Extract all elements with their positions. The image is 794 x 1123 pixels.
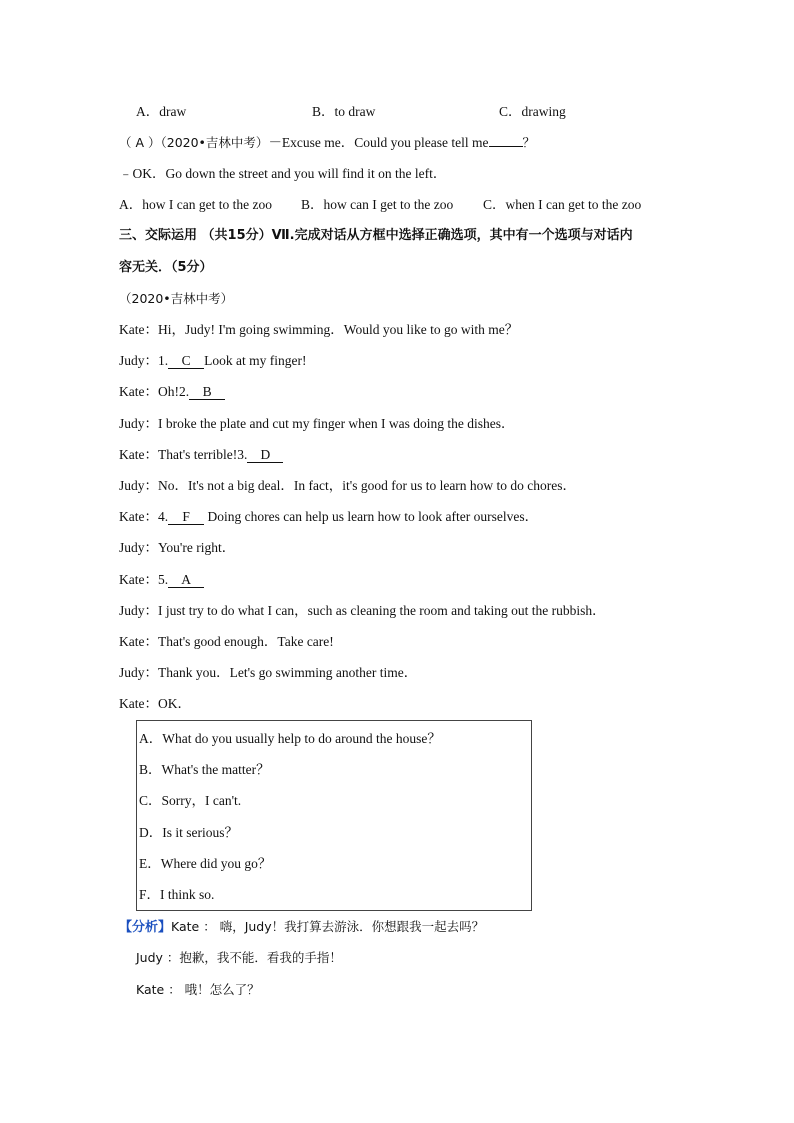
dialogue-line bbox=[119, 571, 204, 589]
dialogue-line bbox=[119, 352, 307, 370]
analysis-line: Judy ：抱歉，我不能．看我的手指！ bbox=[136, 950, 342, 965]
dialogue-line bbox=[119, 539, 235, 557]
dialogue-line bbox=[119, 695, 191, 713]
option-a: A．how I can get to the zoo bbox=[119, 197, 272, 212]
answer-blank: B bbox=[189, 384, 225, 400]
answer-blank: A bbox=[168, 572, 204, 588]
dialogue-text: Judy：Thank you．Let's go swimming another time． bbox=[119, 665, 418, 680]
dialogue-text: Kate：5. bbox=[119, 572, 169, 587]
box-option: D．Is it serious？ bbox=[139, 825, 238, 840]
answer-blank: D bbox=[247, 447, 283, 463]
question-end: ？ bbox=[522, 135, 536, 150]
dialogue-line bbox=[119, 664, 417, 682]
dialogue-line bbox=[119, 383, 225, 401]
answer-blank: F bbox=[168, 509, 204, 525]
dialogue-text: Kate：Oh!2. bbox=[119, 384, 190, 399]
dialogue-line bbox=[119, 633, 334, 651]
dialogue-line bbox=[119, 477, 576, 495]
dialogue-text: Kate：4. bbox=[119, 509, 169, 524]
box-option: B．What's the matter？ bbox=[139, 762, 270, 777]
box-option: F．I think so. bbox=[139, 887, 215, 902]
dialogue-text: Kate：Hi，Judy! I'm going swimming．Would you like to go with me？ bbox=[119, 322, 519, 337]
dialogue-text: Judy：I broke the plate and cut my finger when I was doing the dishes． bbox=[119, 416, 515, 431]
analysis-line: Kate ： 哦！怎么了？ bbox=[136, 982, 260, 997]
box-option: A．What do you usually help to do around the house？ bbox=[139, 731, 441, 746]
dialogue-line bbox=[119, 446, 283, 464]
question-line bbox=[119, 134, 535, 152]
box-option: C．Sorry，I can't. bbox=[139, 793, 242, 808]
dialogue-text: Judy：1. bbox=[119, 353, 169, 368]
answer-blank: C bbox=[168, 353, 204, 369]
dialogue-line bbox=[119, 321, 518, 339]
question-reply: ﹣OK．Go down the street and you will find it on the left． bbox=[119, 166, 447, 181]
option-a: A．draw bbox=[136, 104, 187, 119]
dialogue-text: Look at my finger! bbox=[204, 353, 307, 368]
dialogue-text: Kate：OK． bbox=[119, 696, 191, 711]
analysis-text: Kate ： 嗨，Judy！我打算去游泳．你想跟我一起去吗？ bbox=[171, 919, 485, 934]
option-b: B．to draw bbox=[312, 104, 376, 119]
dialogue-text: Judy：I just try to do what I can，such as cleaning the room and taking out the rubbish． bbox=[119, 603, 606, 618]
option-c: C．when I can get to the zoo bbox=[483, 197, 642, 212]
question-text: －Excuse me．Could you please tell me bbox=[268, 135, 489, 150]
section-heading: 三、交际运用 （共15分）Ⅶ.完成对话从方框中选择正确选项，其中有一个选项与对话内 bbox=[119, 228, 633, 243]
section-source: （2020•吉林中考） bbox=[119, 291, 234, 306]
dialogue-text: Judy：You're right． bbox=[119, 540, 236, 555]
option-b: B．how can I get to the zoo bbox=[301, 197, 454, 212]
previous-question-options bbox=[136, 103, 596, 121]
analysis-tag: 【分析】 bbox=[119, 920, 172, 935]
option-c: C．drawing bbox=[499, 104, 566, 119]
dialogue-text: Kate：That's good enough．Take care! bbox=[119, 634, 334, 649]
dialogue-line bbox=[119, 415, 515, 433]
dialogue-text: Doing chores can help us learn how to look after ourselves． bbox=[204, 509, 539, 524]
dialogue-line bbox=[119, 602, 606, 620]
question-source: （2020•吉林中考） bbox=[160, 135, 269, 150]
question-blank bbox=[489, 134, 523, 147]
answer-bracket: （ A ） bbox=[119, 135, 161, 150]
options-box bbox=[136, 720, 532, 911]
dialogue-text: Judy：No．It's not a big deal．In fact，it's good for us to learn how to do chores． bbox=[119, 478, 577, 493]
analysis-line bbox=[119, 918, 484, 936]
dialogue-line bbox=[119, 508, 538, 526]
box-option: E．Where did you go？ bbox=[139, 856, 272, 871]
section-heading-cont: 容无关．（5分） bbox=[119, 260, 213, 275]
question-options bbox=[119, 196, 642, 214]
dialogue-text: Kate：That's terrible!3. bbox=[119, 447, 248, 462]
